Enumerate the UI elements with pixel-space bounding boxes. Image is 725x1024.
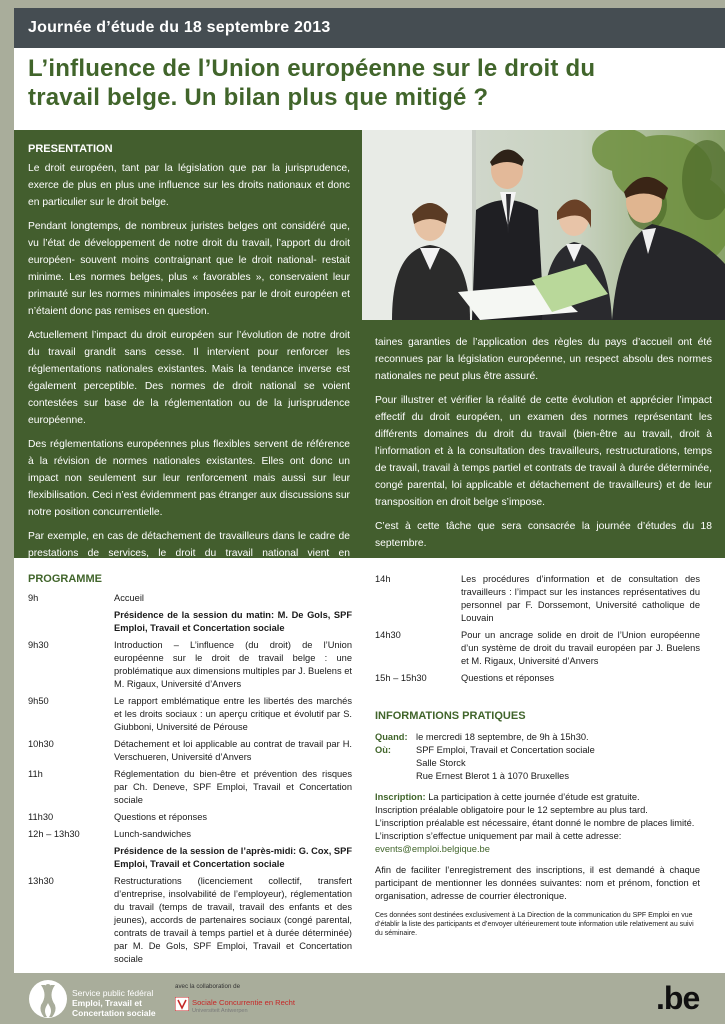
programme-item [375, 629, 700, 668]
date-band [14, 8, 725, 48]
when-value: le mercredi 18 septembre, de 9h à 15h30. [416, 732, 589, 742]
inscription-line: L’inscription s’effectue uniquement par mail à cette adresse: [375, 831, 622, 841]
top-band [0, 0, 725, 8]
programme-description: Pour un ancrage solide en droit de l’Union européenne d’un système de droit du travail européen par J. Buelens et M. Rigaux, Université d’Anvers [461, 630, 700, 666]
presentation-paragraph: Pendant longtemps, de nombreux juristes belges ont considéré que, vu l’état de développement de notre droit du travail, l’apport du droit européen- souvent moins contraignant que le droit national- restait minime. Les normes belges, plus « favorables », conservaient leur primauté sur les normes minimales imposées par le droit européen et n’étaient donc pas remises en question. [28, 221, 350, 317]
spf-logo-text [72, 988, 156, 1018]
programme-time: 14h30 [375, 630, 401, 640]
where-line: Rue Ernest Blerot 1 à 1070 Bruxelles [416, 771, 569, 781]
programme-item [28, 875, 352, 966]
event-date: Journée d’étude du 18 septembre 2013 [28, 19, 331, 36]
spf-logo-icon [28, 977, 68, 1021]
where-line: SPF Emploi, Travail et Concertation sociale [416, 745, 595, 755]
when-label: Quand: [375, 732, 408, 742]
programme-description: Les procédures d’information et de consultation des travailleurs : l’impact sur les instances représentatives du personnel par F. Dorssemont, Université catholique de Louvain [461, 574, 700, 623]
business-people-photo [362, 130, 725, 320]
programme-time: 9h30 [28, 640, 49, 650]
where-row [375, 744, 700, 783]
presentation-paragraph: C’est à cette tâche que sera consacrée la journée d’études du 18 septembre. [375, 521, 712, 549]
org-line: Emploi, Travail et [72, 998, 142, 1008]
photo-illustration [362, 130, 725, 320]
programme-item [28, 695, 352, 734]
where-label: Où: [375, 745, 392, 755]
when-row [375, 731, 700, 744]
session-chair: Présidence de la session de l’après-midi: G. Cox, SPF Emploi, Travail et Concertation sociale [114, 846, 352, 869]
programme-item [375, 573, 700, 625]
presentation-paragraph: Actuellement l’impact du droit européen sur l’évolution de notre droit du travail grandit sans cesse. Il intervient pour renforcer les réglementations nationales existantes. Mais la tendance inverse est également perceptible. Des normes de droit national se voient contestées sur base de la réglementation ou de la jurisprudence européenne. [28, 330, 350, 426]
programme-item [375, 672, 700, 685]
partner-logo-icon [175, 997, 189, 1011]
presentation-text-right [375, 334, 712, 559]
be-logo: .be [656, 980, 700, 1016]
programme-time: 11h30 [28, 812, 54, 822]
programme-description: Le rapport emblématique entre les libertés des marchés et les droits sociaux : un aperçu critique et évolutif par S. Giubboni, Université de Pérouse [114, 696, 352, 732]
title-line-2: travail belge. Un bilan plus que mitigé ? [28, 84, 489, 111]
programme-description: Réglementation du bien-être et prévention des risques par Ch. Deneve, SPF Emploi, Travail et Concertation sociale [114, 769, 352, 805]
presentation-paragraph: Pour illustrer et vérifier la réalité de cette évolution et apprécier l’impact effectif du droit européen, un examen des normes représentant les différents domaines du droit du travail (bien-être au travail, droit à l’information et à la consultation des travailleurs, restructurations, temps de travail, travail à temps partiel et contrats de travail à durée déterminée, congé parental, loi applicable et détachement de travailleurs) et de leur transposition en droit belge s’impose. [375, 395, 712, 508]
presentation-heading: PRESENTATION [28, 143, 113, 155]
programme-description: Lunch-sandwiches [114, 829, 192, 839]
org-line: Service public fédéral [72, 988, 154, 998]
left-strip [0, 8, 14, 1024]
programme-description: Questions et réponses [114, 812, 208, 822]
email-link[interactable]: events@emploi.belgique.be [375, 844, 490, 854]
practical-info-heading: INFORMATIONS PRATIQUES [375, 710, 526, 722]
programme-list-right [375, 573, 700, 689]
programme-item [28, 768, 352, 807]
programme-item [28, 639, 352, 691]
inscription-line: L’inscription préalable est nécessaire, étant donné le nombre de places limité. [375, 818, 695, 828]
programme-list-left [28, 592, 352, 970]
registration-note: Afin de faciliter l’enregistrement des inscriptions, il est demandé à chaque participant de mentionner les données suivantes: nom et prénom, fonction et organisation, adresse de courrier électronique. [375, 865, 700, 901]
programme-time: 9h [28, 593, 39, 603]
where-value [416, 744, 595, 783]
session-chair: Présidence de la session du matin: M. De Gols, SPF Emploi, Travail et Concertation sociale [114, 610, 352, 633]
programme-description: Introduction – L’influence (du droit) de l’Union européenne sur le droit de travail belge : une problématique aux dimensions multiples par J. Buelens et M. Rigaux, Université d’Anvers [114, 640, 352, 689]
programme-time: 10h30 [28, 739, 54, 749]
programme-description: Restructurations (licenciement collectif, transfert d’entreprise, insolvabilité de l’employeur), réglementation du travail (temps de travail, travail des enfants et des jeunes), accords de partenaires sociaux (congé parental, contrats de travail à temps partiel et à durée déterminée) par M. De Gols, SPF Emploi, Travail et Concertation sociale [114, 876, 352, 964]
small-print: Ces données sont destinées exclusivement à La Direction de la communication du SPF Emploi en vue d’établir la liste des participants et d’envoyer ultérieurement toute information utile relativement au suivi du séminaire. [375, 912, 694, 937]
programme-time [28, 845, 114, 871]
programme-description: Questions et réponses [461, 673, 555, 683]
programme-item [28, 738, 352, 764]
inscription-line: Inscription préalable obligatoire pour le 12 septembre au plus tard. [375, 805, 648, 815]
org-line: Concertation sociale [72, 1008, 156, 1018]
programme-time: 14h [375, 574, 391, 584]
programme-time: 12h – 13h30 [28, 829, 80, 839]
programme-time: 11h [28, 769, 43, 779]
programme-item [28, 828, 352, 841]
programme-time [28, 609, 114, 635]
programme-time: 9h50 [28, 696, 49, 706]
programme-description: Accueil [114, 593, 144, 603]
presentation-paragraph: Des réglementations européennes plus flexibles servent de référence à la révision de normes nationales existantes. Elles ont donc un impact non seulement sur leur renforcement mais aussi sur leur flexibilisation. Ceci n’est évidemment pas étranger aux discussions sur notre position concurrentielle. [28, 439, 350, 518]
presentation-paragraph: Le droit européen, tant par la législation que par la jurisprudence, exerce de plus en plus une influence sur les droits nationaux et donc en particulier sur le droit belge. [28, 163, 350, 208]
programme-time: 15h – 15h30 [375, 673, 427, 683]
title-line-1: L’influence de l’Union européenne sur le droit du [28, 55, 596, 82]
collaboration-label: avec la collaboration de [175, 983, 241, 990]
programme-session [28, 845, 352, 871]
programme-description: Détachement et loi applicable au contrat de travail par H. Verschueren, Université d’Anvers [114, 739, 352, 762]
footer [14, 973, 725, 1024]
inscription-text: La participation à cette journée d’étude est gratuite. [428, 792, 640, 802]
partner-university: Universiteit Antwerpen [192, 1008, 248, 1014]
programme-item [28, 592, 352, 605]
page-title [28, 54, 718, 112]
where-line: Salle Storck [416, 758, 466, 768]
programme-heading: PROGRAMME [28, 573, 102, 585]
presentation-paragraph: Par exemple, en cas de détachement de travailleurs dans le cadre de prestations de services, le droit du travail national vient en concurrence avec le droit de travail du pays d’envoi. Même si cer- [28, 531, 350, 576]
inscription-label: Inscription: [375, 792, 426, 802]
programme-item [28, 811, 352, 824]
programme-time: 13h30 [28, 876, 54, 886]
presentation-text-left [28, 160, 350, 586]
partner-name: Sociale Concurrentie en Recht [192, 998, 295, 1007]
programme-session [28, 609, 352, 635]
inscription-row [375, 791, 700, 804]
presentation-paragraph: taines garanties de l’application des règles du pays d’accueil ont été reconnues par la législation européenne, un respect absolu des normes nationales ne peut plus être assuré. [375, 337, 712, 382]
practical-info [375, 731, 700, 938]
